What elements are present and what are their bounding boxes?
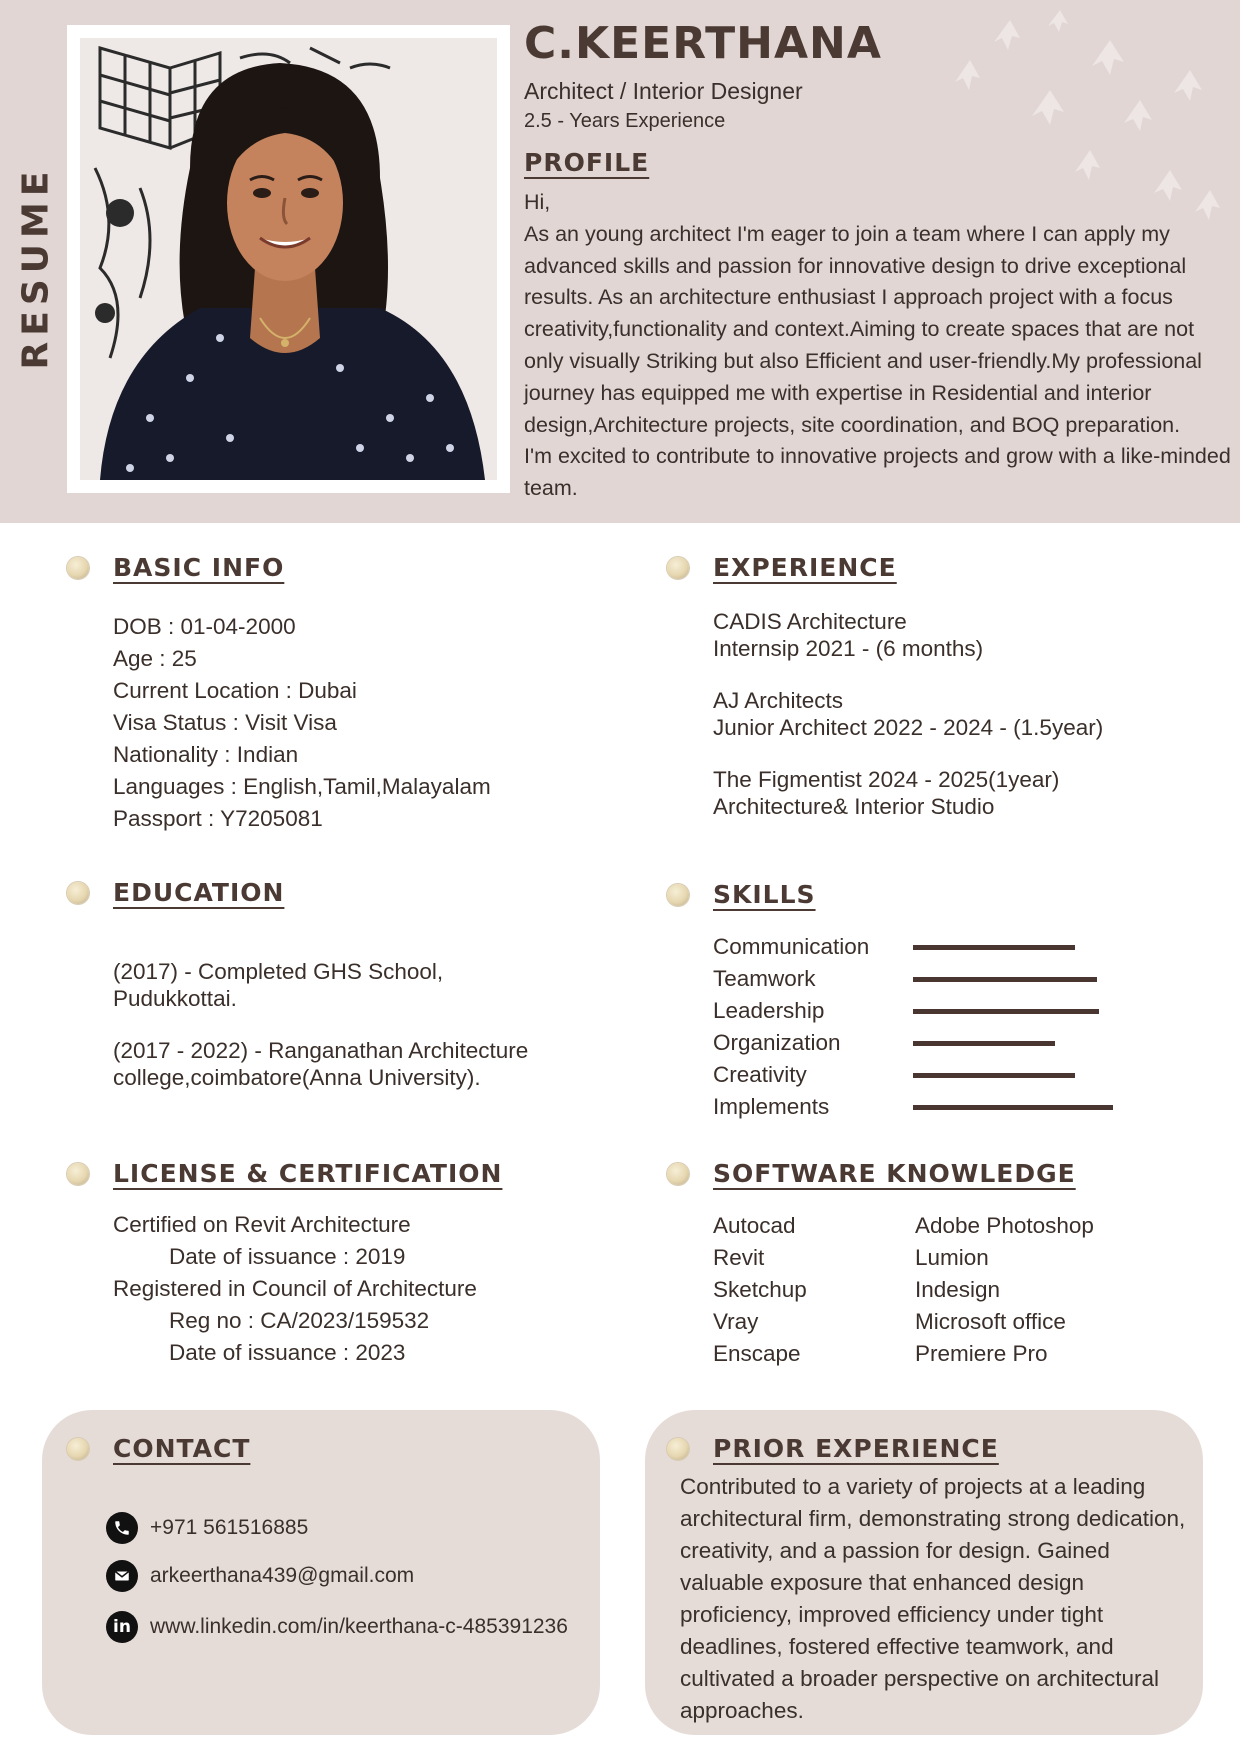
linkedin-icon: in xyxy=(106,1611,138,1643)
header-band xyxy=(0,0,1240,523)
phone-number: +971 561516885 xyxy=(150,1516,309,1539)
prior-experience-title: PRIOR EXPERIENCE xyxy=(713,1434,999,1463)
license-item: Certified on Revit Architecture xyxy=(113,1212,411,1237)
prior-experience-text: Contributed to a variety of projects at a leading architectural firm, demonstrating strong dedication, creativity, and a passion for design. Gained valuable exposure that enhanced design proficiency, improved efficiency under tight deadlines, fostered effective teamwork, and cultivated a broader perspective on architectural approaches. xyxy=(680,1474,1186,1723)
software-item: Autocad xyxy=(713,1213,796,1238)
software-item: Sketchup xyxy=(713,1277,807,1302)
contact-title: CONTACT xyxy=(113,1434,251,1463)
software-item: Vray xyxy=(713,1309,759,1334)
license-item: Reg no : CA/2023/159532 xyxy=(169,1308,430,1333)
experience-heading xyxy=(667,553,897,582)
software-item: Microsoft office xyxy=(915,1309,1066,1334)
email-icon xyxy=(106,1560,138,1592)
software-item: Revit xyxy=(713,1245,765,1270)
nationality: Nationality : Indian xyxy=(113,742,299,767)
skill-level-bar xyxy=(913,1073,1075,1078)
visa-status: Visa Status : Visit Visa xyxy=(113,710,337,735)
languages: Languages : English,Tamil,Malayalam xyxy=(113,774,491,799)
skills-list xyxy=(713,931,1133,1123)
education-entry: (2017) - Completed GHS School, Pudukkottai. xyxy=(113,959,444,1011)
software-item: Premiere Pro xyxy=(915,1341,1048,1366)
phone-icon xyxy=(106,1512,138,1544)
bullet-icon xyxy=(67,557,89,579)
experience-title: EXPERIENCE xyxy=(713,553,897,582)
bullet-icon xyxy=(67,1438,89,1460)
bullet-icon xyxy=(667,884,689,906)
license-item: Date of issuance : 2023 xyxy=(169,1340,406,1365)
software-item: Enscape xyxy=(713,1341,801,1366)
basic-info-heading xyxy=(67,553,284,582)
current-location: Current Location : Dubai xyxy=(113,678,357,703)
software-item: Indesign xyxy=(915,1277,1001,1302)
prior-experience-heading xyxy=(667,1434,999,1463)
skill-level-bar xyxy=(913,1041,1055,1046)
experience-years: 2.5 - Years Experience xyxy=(524,110,726,132)
education-title: EDUCATION xyxy=(113,878,285,907)
email-address: arkeerthana439@gmail.com xyxy=(150,1564,415,1587)
contact-heading xyxy=(67,1434,250,1463)
bullet-icon xyxy=(67,882,89,904)
age: Age : 25 xyxy=(113,646,197,671)
profile-photo-frame xyxy=(67,25,510,493)
bullet-icon xyxy=(667,1438,689,1460)
linkedin-url: www.linkedin.com/in/keerthana-c-485391236 xyxy=(150,1615,568,1638)
skill-row: Communication xyxy=(713,931,1133,963)
skill-level-bar xyxy=(913,1009,1099,1014)
experience-entry: CADIS Architecture Internsip 2021 - (6 months) xyxy=(713,609,984,661)
contact-phone[interactable] xyxy=(106,1512,308,1544)
license-heading xyxy=(67,1159,502,1188)
profile-text: Hi, As an young architect I'm eager to join a team where I can apply my advanced skills and passion for innovative design to drive exceptional results. As an architecture enthusiast I approach project with a focus creativity,functionality and context.Aiming to create spaces that are not only visually Striking but also Efficient and user-friendly.My professional journey has equipped me with expertise in Residential and interior design,Architecture projects, site coordination, and BOQ preparation. I'm excited to contribute to innovative projects and grow with a like-minded team. xyxy=(524,190,1231,501)
education-entry: (2017 - 2022) - Ranganathan Architecture college,coimbatore(Anna University). xyxy=(113,1038,529,1090)
license-title: LICENSE & CERTIFICATION xyxy=(113,1159,503,1188)
profile-photo xyxy=(80,38,497,480)
portrait-illustration-icon xyxy=(80,38,497,480)
skill-row: Implements xyxy=(713,1091,1133,1123)
bullet-icon xyxy=(667,1163,689,1185)
basic-info-list xyxy=(113,611,491,835)
skill-row: Leadership xyxy=(713,995,1133,1027)
contact-linkedin[interactable] xyxy=(106,1611,568,1643)
software-list xyxy=(713,1210,1117,1370)
software-heading xyxy=(667,1159,1076,1188)
license-item: Date of issuance : 2019 xyxy=(169,1244,406,1269)
experience-entry: AJ Architects Junior Architect 2022 - 2024 - (1.5year) xyxy=(713,688,1104,740)
passport: Passport : Y7205081 xyxy=(113,806,323,831)
software-column-1 xyxy=(713,1210,915,1370)
skill-row: Organization xyxy=(713,1027,1133,1059)
candidate-role: Architect / Interior Designer xyxy=(524,78,803,104)
skill-level-bar xyxy=(913,1105,1113,1110)
skill-row: Creativity xyxy=(713,1059,1133,1091)
skill-level-bar xyxy=(913,977,1097,982)
software-item: Lumion xyxy=(915,1245,989,1270)
profile-title: PROFILE xyxy=(524,148,650,177)
software-title: SOFTWARE KNOWLEDGE xyxy=(713,1159,1076,1188)
bullet-icon xyxy=(67,1163,89,1185)
skills-title: SKILLS xyxy=(713,880,816,909)
skill-row: Teamwork xyxy=(713,963,1133,995)
education-list xyxy=(113,958,528,1091)
skills-heading xyxy=(667,880,816,909)
candidate-name: C.KEERTHANA xyxy=(524,18,882,69)
experience-entry: The Figmentist 2024 - 2025(1year) Architecture& Interior Studio xyxy=(713,767,1060,819)
basic-info-title: BASIC INFO xyxy=(113,553,285,582)
license-item: Registered in Council of Architecture xyxy=(113,1276,477,1301)
skill-level-bar xyxy=(913,945,1075,950)
education-heading xyxy=(67,878,284,907)
software-column-2 xyxy=(915,1210,1117,1370)
license-list xyxy=(113,1209,477,1369)
experience-list xyxy=(713,608,1103,820)
dob: DOB : 01-04-2000 xyxy=(113,614,296,639)
resume-vertical-label: RESUME xyxy=(15,165,57,370)
contact-email[interactable] xyxy=(106,1560,414,1592)
bullet-icon xyxy=(667,557,689,579)
software-item: Adobe Photoshop xyxy=(915,1213,1094,1238)
